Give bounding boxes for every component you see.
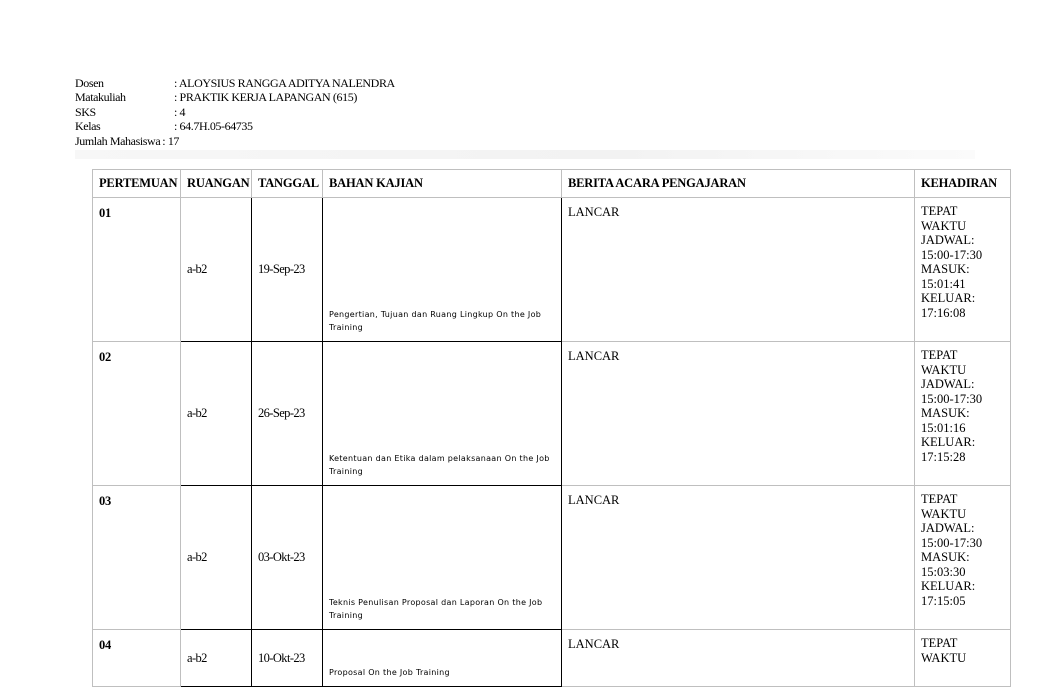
kehadiran-cell xyxy=(915,630,1011,687)
matakuliah-row xyxy=(75,90,395,104)
kehadiran-cell xyxy=(915,342,1011,486)
kehadiran-line: MASUK: xyxy=(921,262,970,276)
table-row xyxy=(93,486,1011,630)
tanggal-cell: 19-Sep-23 xyxy=(252,198,323,342)
jumlah-value: : 17 xyxy=(162,134,179,148)
kehadiran-line: 15:01:41 xyxy=(921,276,966,291)
ruangan-cell: a-b2 xyxy=(181,342,252,486)
kehadiran-cell xyxy=(915,486,1011,630)
kehadiran-line: KELUAR: xyxy=(921,579,976,593)
berita-acara-cell: LANCAR xyxy=(562,630,915,687)
kelas-row xyxy=(75,119,395,133)
bahan-kajian-cell: Pengertian, Tujuan dan Ruang Lingkup On the Job Training xyxy=(323,198,562,342)
ruangan-cell: a-b2 xyxy=(181,198,252,342)
matakuliah-label: Matakuliah xyxy=(75,90,126,105)
sks-value: : 4 xyxy=(174,105,185,119)
kehadiran-line: 15:01:16 xyxy=(921,420,966,435)
berita-acara-cell: LANCAR xyxy=(562,198,915,342)
column-header: KEHADIRAN xyxy=(915,170,1011,198)
tanggal-cell: 10-Okt-23 xyxy=(252,630,323,687)
kehadiran-cell xyxy=(915,198,1011,342)
ruangan-cell: a-b2 xyxy=(181,630,252,687)
ruangan-cell: a-b2 xyxy=(181,486,252,630)
kehadiran-line: TEPAT xyxy=(921,348,958,362)
table-row xyxy=(93,342,1011,486)
kehadiran-line: TEPAT xyxy=(921,636,958,650)
kehadiran-line: 17:16:08 xyxy=(921,305,966,320)
kehadiran-line: 17:15:28 xyxy=(921,449,966,464)
kehadiran-line: WAKTU xyxy=(921,218,967,233)
column-header: BERITA ACARA PENGAJARAN xyxy=(562,170,915,198)
table-row xyxy=(93,198,1011,342)
kehadiran-line: JADWAL: xyxy=(921,377,975,391)
kehadiran-line: 17:15:05 xyxy=(921,593,966,608)
tanggal-cell: 26-Sep-23 xyxy=(252,342,323,486)
dosen-row xyxy=(75,76,395,90)
column-header: PERTEMUAN xyxy=(93,170,181,198)
kehadiran-line: KELUAR: xyxy=(921,435,976,449)
column-header: BAHAN KAJIAN xyxy=(323,170,562,198)
dosen-value: : ALOYSIUS RANGGA ADITYA NALENDRA xyxy=(174,76,395,90)
kehadiran-line: WAKTU xyxy=(921,362,967,377)
kehadiran-line: MASUK: xyxy=(921,550,970,564)
bahan-kajian-cell: Proposal On the Job Training xyxy=(323,630,562,687)
bahan-kajian-cell: Ketentuan dan Etika dalam pelaksanaan On the Job Training xyxy=(323,342,562,486)
kehadiran-line: 15:00-17:30 xyxy=(921,535,983,550)
kelas-value: : 64.7H.05-64735 xyxy=(174,119,253,133)
berita-acara-cell: LANCAR xyxy=(562,486,915,630)
pertemuan-cell: 03 xyxy=(93,486,181,630)
sks-label: SKS xyxy=(75,104,96,119)
matakuliah-value: : PRAKTIK KERJA LAPANGAN (615) xyxy=(174,90,357,104)
jumlah-row xyxy=(75,134,395,148)
kehadiran-line: 15:03:30 xyxy=(921,564,966,579)
kehadiran-line: KELUAR: xyxy=(921,291,976,305)
kehadiran-line: TEPAT xyxy=(921,204,958,218)
pertemuan-cell: 02 xyxy=(93,342,181,486)
kehadiran-line: WAKTU xyxy=(921,506,967,521)
tanggal-cell: 03-Okt-23 xyxy=(252,486,323,630)
kehadiran-line: JADWAL: xyxy=(921,233,975,247)
berita-acara-cell: LANCAR xyxy=(562,342,915,486)
pertemuan-cell: 04 xyxy=(93,630,181,687)
kehadiran-line: JADWAL: xyxy=(921,521,975,535)
course-info xyxy=(75,76,395,148)
jumlah-label: Jumlah Mahasiswa xyxy=(75,133,161,148)
table-row xyxy=(93,630,1011,687)
kehadiran-line: WAKTU xyxy=(921,650,967,665)
divider-band xyxy=(75,150,975,159)
dosen-label: Dosen xyxy=(75,76,104,90)
bahan-kajian-cell: Teknis Penulisan Proposal dan Laporan On the Job Training xyxy=(323,486,562,630)
kehadiran-line: 15:00-17:30 xyxy=(921,391,983,406)
kehadiran-line: MASUK: xyxy=(921,406,970,420)
attendance-table xyxy=(92,169,1011,687)
column-header: TANGGAL xyxy=(252,170,323,198)
kehadiran-line: TEPAT xyxy=(921,492,958,506)
kehadiran-line: 15:00-17:30 xyxy=(921,247,983,262)
kelas-label: Kelas xyxy=(75,119,101,134)
sks-row xyxy=(75,105,395,119)
table-header-row xyxy=(93,170,1011,198)
column-header: RUANGAN xyxy=(181,170,252,198)
pertemuan-cell: 01 xyxy=(93,198,181,342)
